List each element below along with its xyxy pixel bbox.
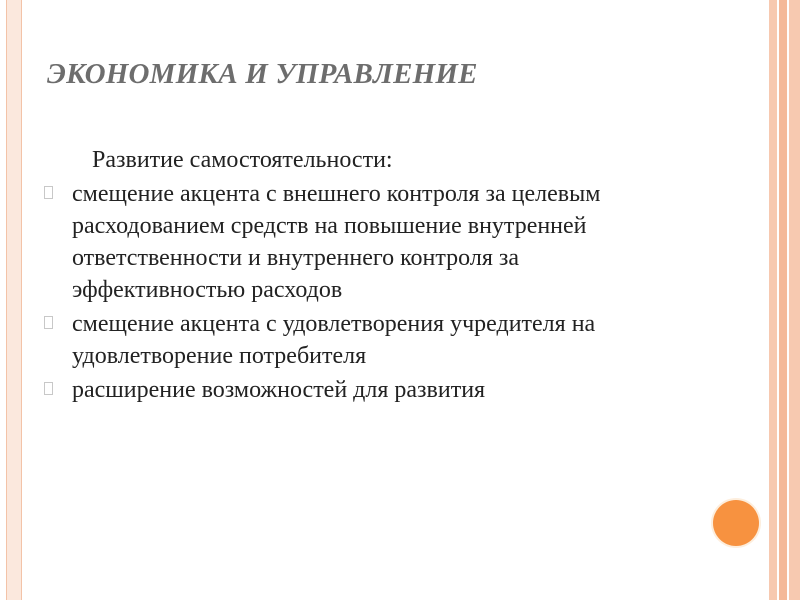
slide-body xyxy=(40,144,660,408)
right-stripe-decoration xyxy=(789,0,800,600)
right-stripe-decoration xyxy=(769,0,777,600)
bullet-text: смещение акцента с внешнего контроля за целевым расходованием средств на повышение внутренней ответственности и внутреннего контроля за эффективностью расходов xyxy=(72,181,601,303)
bullet-text: смещение акцента с удовлетворения учредителя на удовлетворение потребителя xyxy=(72,311,596,369)
intro-text: Развитие самостоятельности: xyxy=(92,147,393,173)
orange-circle-decoration xyxy=(713,500,759,546)
bullet-icon xyxy=(44,186,53,199)
bullet-item xyxy=(40,178,660,306)
bullet-list xyxy=(40,178,660,406)
bullet-icon xyxy=(44,316,53,329)
bullet-text: расширение возможностей для развития xyxy=(72,377,486,403)
slide-title: ЭКОНОМИКА И УПРАВЛЕНИЕ xyxy=(47,58,478,90)
left-border-decoration xyxy=(6,0,22,600)
bullet-icon xyxy=(44,382,53,395)
bullet-item xyxy=(40,374,660,406)
bullet-item xyxy=(40,308,660,372)
right-stripe-decoration xyxy=(779,0,787,600)
